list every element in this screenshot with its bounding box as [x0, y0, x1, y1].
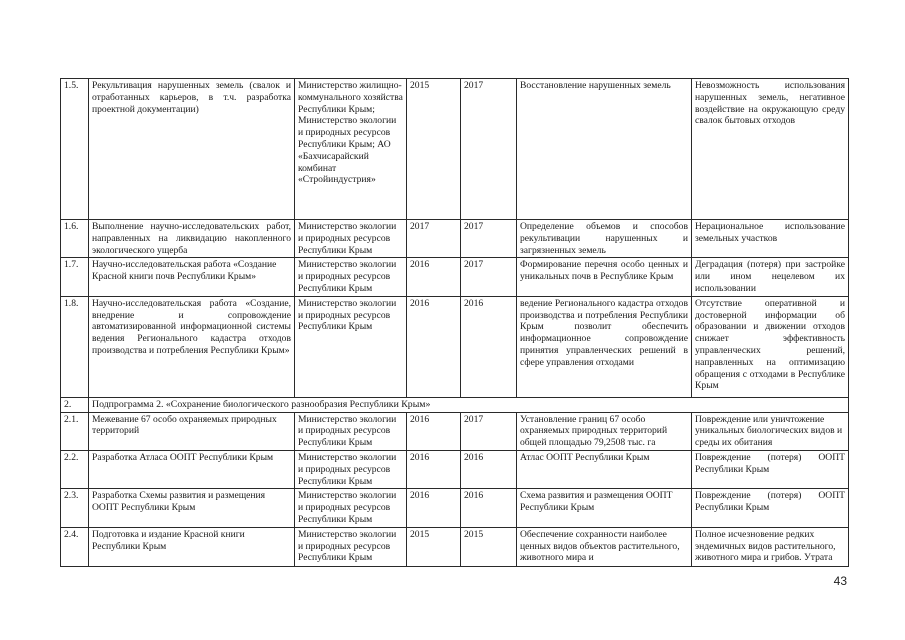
program-activities-table: [60, 78, 849, 567]
row-number: 2.1.: [61, 412, 89, 450]
page-number: 43: [833, 574, 847, 588]
activity-name: Научно-исследовательская работа «Создание Красной книги почв Республики Крым»: [89, 258, 295, 296]
consequence-cell: Повреждение (потеря) ООПТ Республики Крым: [692, 450, 849, 488]
end-year: 2017: [461, 79, 517, 220]
end-year: 2016: [461, 489, 517, 527]
row-number: 1.6.: [61, 220, 89, 258]
executor-cell: Министерство экологии и природных ресурсов Республики Крым: [295, 220, 407, 258]
executor-cell: Министерство экологии и природных ресурсов Республики Крым: [295, 489, 407, 527]
table-row: [61, 258, 849, 296]
start-year: 2016: [407, 412, 461, 450]
end-year: 2015: [461, 527, 517, 566]
row-number: 1.7.: [61, 258, 89, 296]
subprogram-header-row: [61, 397, 849, 412]
end-year: 2017: [461, 412, 517, 450]
consequence-cell: Полное исчезновение редких эндемичных видов растительного, животного мира и грибов. Утрата: [692, 527, 849, 566]
activity-name: Межевание 67 особо охраняемых природных территорий: [89, 412, 295, 450]
executor-cell: Министерство экологии и природных ресурсов Республики Крым: [295, 450, 407, 488]
expected-result: Схема развития и размещения ООПТ Республики Крым: [517, 489, 692, 527]
expected-result: Формирование перечня особо ценных и уникальных почв в Республике Крым: [517, 258, 692, 296]
executor-cell: Министерство экологии и природных ресурсов Республики Крым: [295, 527, 407, 566]
start-year: 2016: [407, 489, 461, 527]
consequence-cell: Повреждение или уничтожение уникальных биологических видов и среды их обитания: [692, 412, 849, 450]
expected-result: Обеспечение сохранности наиболее ценных видов объектов растительного, животного мира и: [517, 527, 692, 566]
start-year: 2017: [407, 220, 461, 258]
expected-result: ведение Регионального кадастра отходов производства и потребления Республики Крым позволит обеспечить информационное сопровождение принятия управленческих решений в сфере управления отходами: [517, 296, 692, 397]
row-number: 1.5.: [61, 79, 89, 220]
expected-result: Установление границ 67 особо охраняемых природных территорий общей площадью 79,2508 тыс. га: [517, 412, 692, 450]
table-row: [61, 79, 849, 220]
start-year: 2015: [407, 79, 461, 220]
end-year: 2017: [461, 258, 517, 296]
row-number: 2.3.: [61, 489, 89, 527]
table-row: [61, 220, 849, 258]
executor-cell: Министерство экологии и природных ресурсов Республики Крым: [295, 258, 407, 296]
expected-result: Восстановление нарушенных земель: [517, 79, 692, 220]
end-year: 2017: [461, 220, 517, 258]
activity-name: Подготовка и издание Красной книги Республики Крым: [89, 527, 295, 566]
consequence-cell: Невозможность использования нарушенных земель, негативное воздействие на окружающую среду свалок бытовых отходов: [692, 79, 849, 220]
start-year: 2016: [407, 296, 461, 397]
consequence-cell: Деградация (потеря) при застройке или ином нецелевом их использовании: [692, 258, 849, 296]
end-year: 2016: [461, 296, 517, 397]
executor-cell: Министерство экологии и природных ресурсов Республики Крым: [295, 412, 407, 450]
end-year: 2016: [461, 450, 517, 488]
activity-name: Разработка Схемы развития и размещения ООПТ Республики Крым: [89, 489, 295, 527]
table-row: [61, 296, 849, 397]
expected-result: Атлас ООПТ Республики Крым: [517, 450, 692, 488]
activity-name: Разработка Атласа ООПТ Республики Крым: [89, 450, 295, 488]
table-row: [61, 450, 849, 488]
start-year: 2016: [407, 258, 461, 296]
expected-result: Определение объемов и способов рекультивации нарушенных и загрязненных земель: [517, 220, 692, 258]
row-number: 1.8.: [61, 296, 89, 397]
executor-cell: Министерство жилищно-коммунального хозяйства Республики Крым; Министерство экологии и природных ресурсов Республики Крым; АО «Бахчисарайский комбинат «Стройиндустрия»: [295, 79, 407, 220]
table-row: [61, 527, 849, 566]
start-year: 2016: [407, 450, 461, 488]
start-year: 2015: [407, 527, 461, 566]
row-number: 2.2.: [61, 450, 89, 488]
executor-cell: Министерство экологии и природных ресурсов Республики Крым: [295, 296, 407, 397]
activity-name: Научно-исследовательская работа «Создание, внедрение и сопровождение автоматизированной информационной системы ведения Регионального кадастра отходов производства и потребления Республики Крым»: [89, 296, 295, 397]
consequence-cell: Повреждение (потеря) ООПТ Республики Крым: [692, 489, 849, 527]
consequence-cell: Нерациональное использование земельных участков: [692, 220, 849, 258]
activity-name: Выполнение научно-исследовательских работ, направленных на ликвидацию накопленного экологического ущерба: [89, 220, 295, 258]
consequence-cell: Отсутствие оперативной и достоверной информации об образовании и движении отходов снижает эффективность управленческих решений, направленных на оптимизацию обращения с отходами в Республике Крым: [692, 296, 849, 397]
table-row: [61, 412, 849, 450]
row-number: 2.4.: [61, 527, 89, 566]
section-title: Подпрограмма 2. «Сохранение биологического разнообразия Республики Крым»: [89, 397, 849, 412]
table-row: [61, 489, 849, 527]
section-number: 2.: [61, 397, 89, 412]
activity-name: Рекультивация нарушенных земель (свалок и отработанных карьеров, в т.ч. разработка проектной документации): [89, 79, 295, 220]
